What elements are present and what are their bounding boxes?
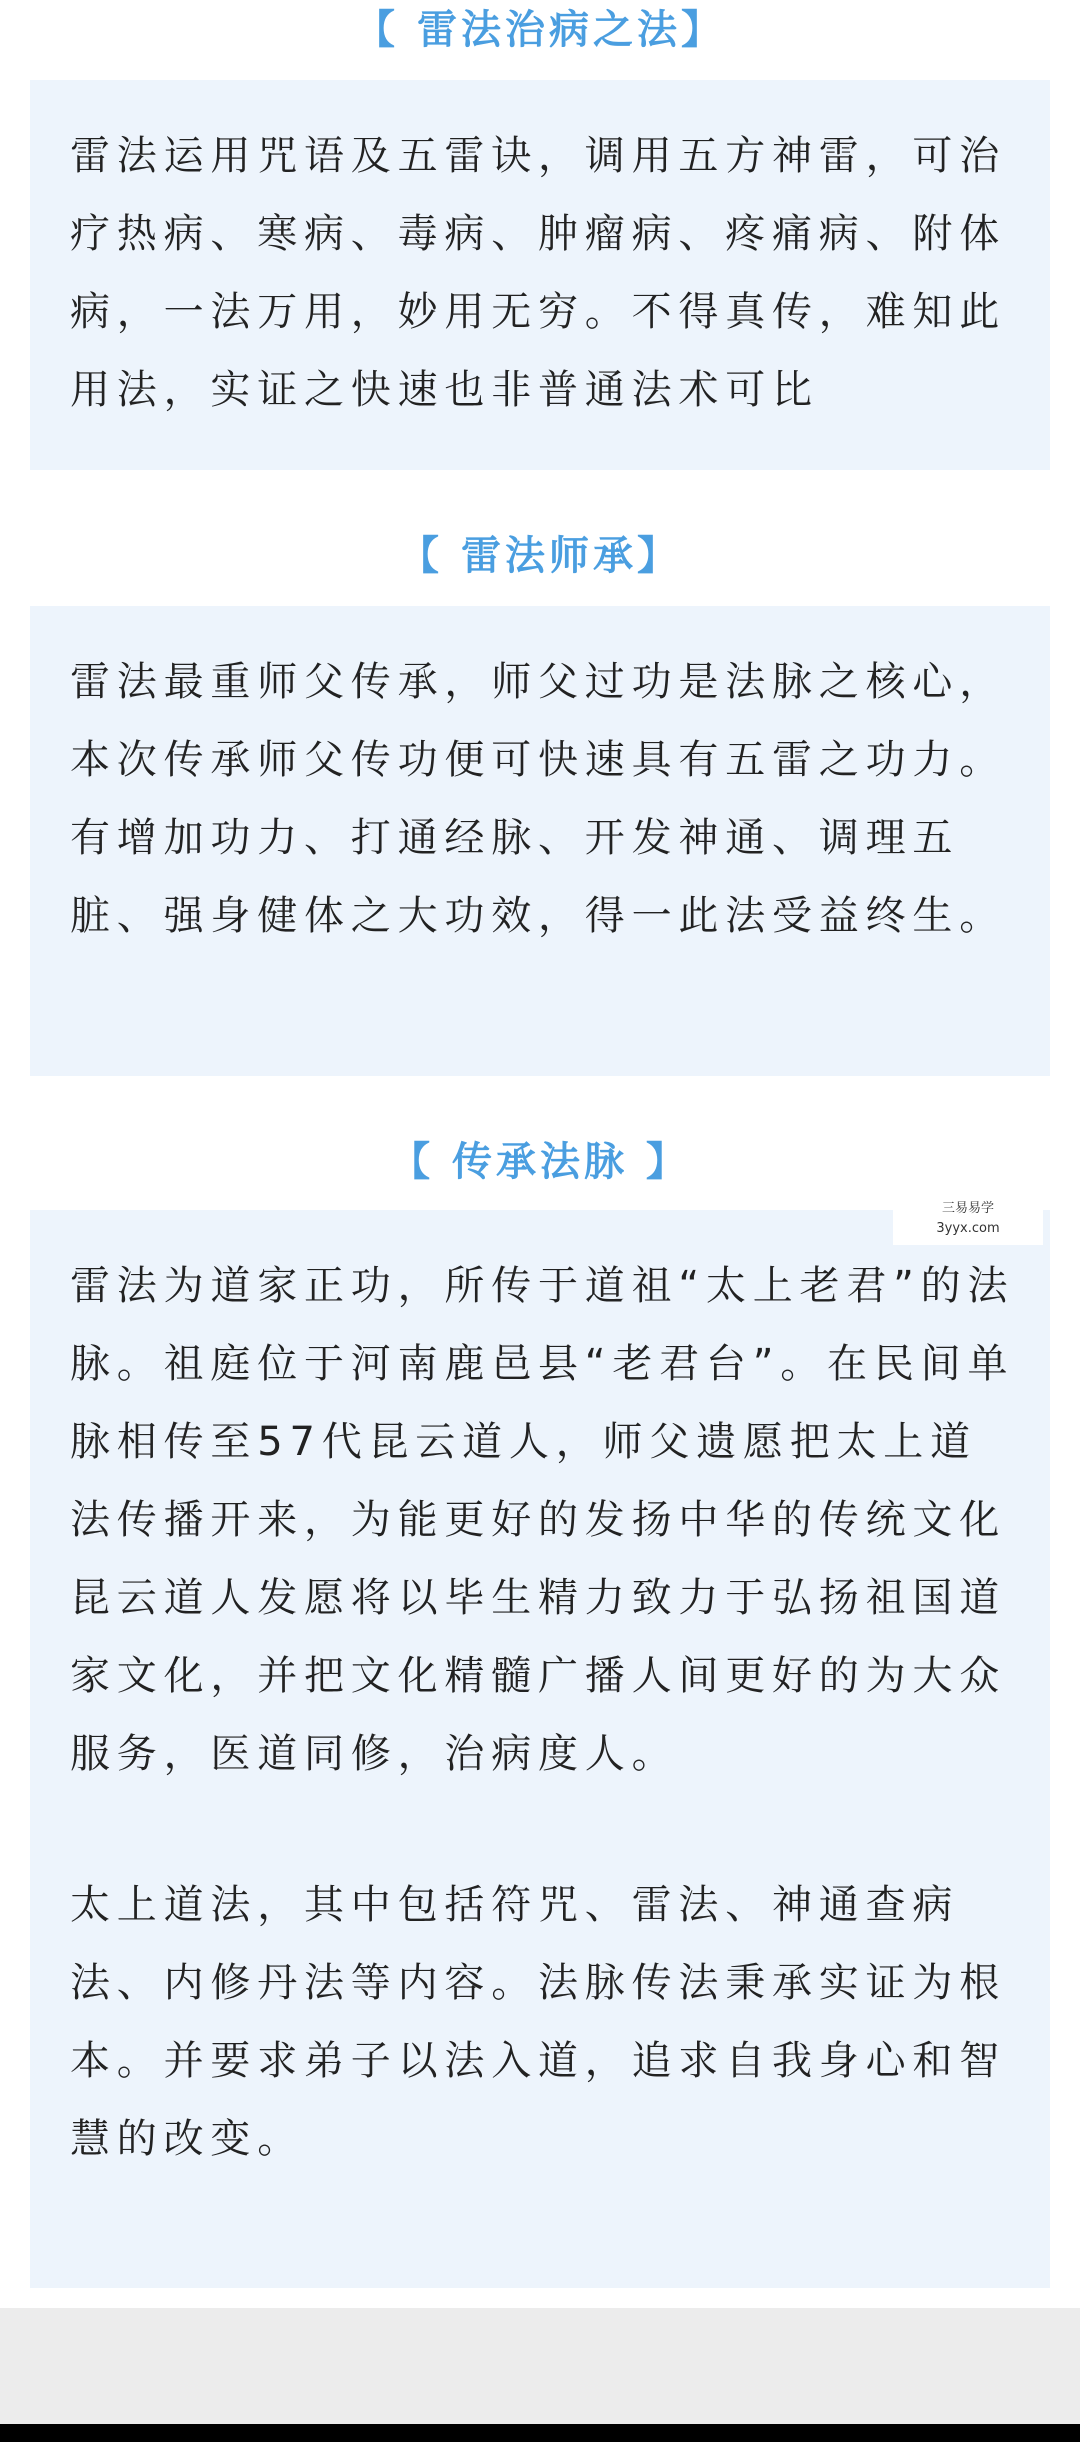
site-watermark xyxy=(893,1195,1043,1245)
paragraph-dharma-lineage-1: 雷法为道家正功，所传于道祖“太上老君”的法脉。祖庭位于河南鹿邑县“老君台”。在民间单脉相传至57代昆云道人，师父遗愿把太上道法传播开来，为能更好的发扬中华的传统文化昆云道人发愿将以毕生精力致力于弘扬祖国道家文化，并把文化精髓广播人间更好的为大众服务，医道同修，治病度人。 xyxy=(70,1263,1015,1777)
section-title-leifa-healing: 【 雷法治病之法】 xyxy=(355,7,725,53)
paragraph-dharma-lineage-2: 太上道法，其中包括符咒、雷法、神通查病法、内修丹法等内容。法脉传法秉承实证为根本。并要求弟子以法入道，追求自我身心和智慧的改变。 xyxy=(70,1882,1006,2162)
paragraph-leifa-healing: 雷法运用咒语及五雷诀，调用五方神雷，可治疗热病、寒病、毒病、肿瘤病、疼痛病、附体病，一法万用，妙用无穷。不得真传，难知此用法，实证之快速也非普通法术可比 xyxy=(70,133,1006,413)
bottom-bar xyxy=(0,2424,1080,2442)
watermark-url: 3yyx.com xyxy=(936,1221,1000,1236)
section-title-leifa-lineage: 【 雷法师承】 xyxy=(399,533,681,579)
paragraph-leifa-lineage: 雷法最重师父传承，师父过功是法脉之核心，本次传承师父传功便可快速具有五雷之功力。有增加功力、打通经脉、开发神通、调理五脏、强身健体之大功效，得一此法受益终生。 xyxy=(70,659,1006,939)
section-title-dharma-lineage: 【 传承法脉 】 xyxy=(390,1139,690,1185)
watermark-name: 三易易学 xyxy=(941,1201,994,1216)
footer-band xyxy=(0,2308,1080,2424)
